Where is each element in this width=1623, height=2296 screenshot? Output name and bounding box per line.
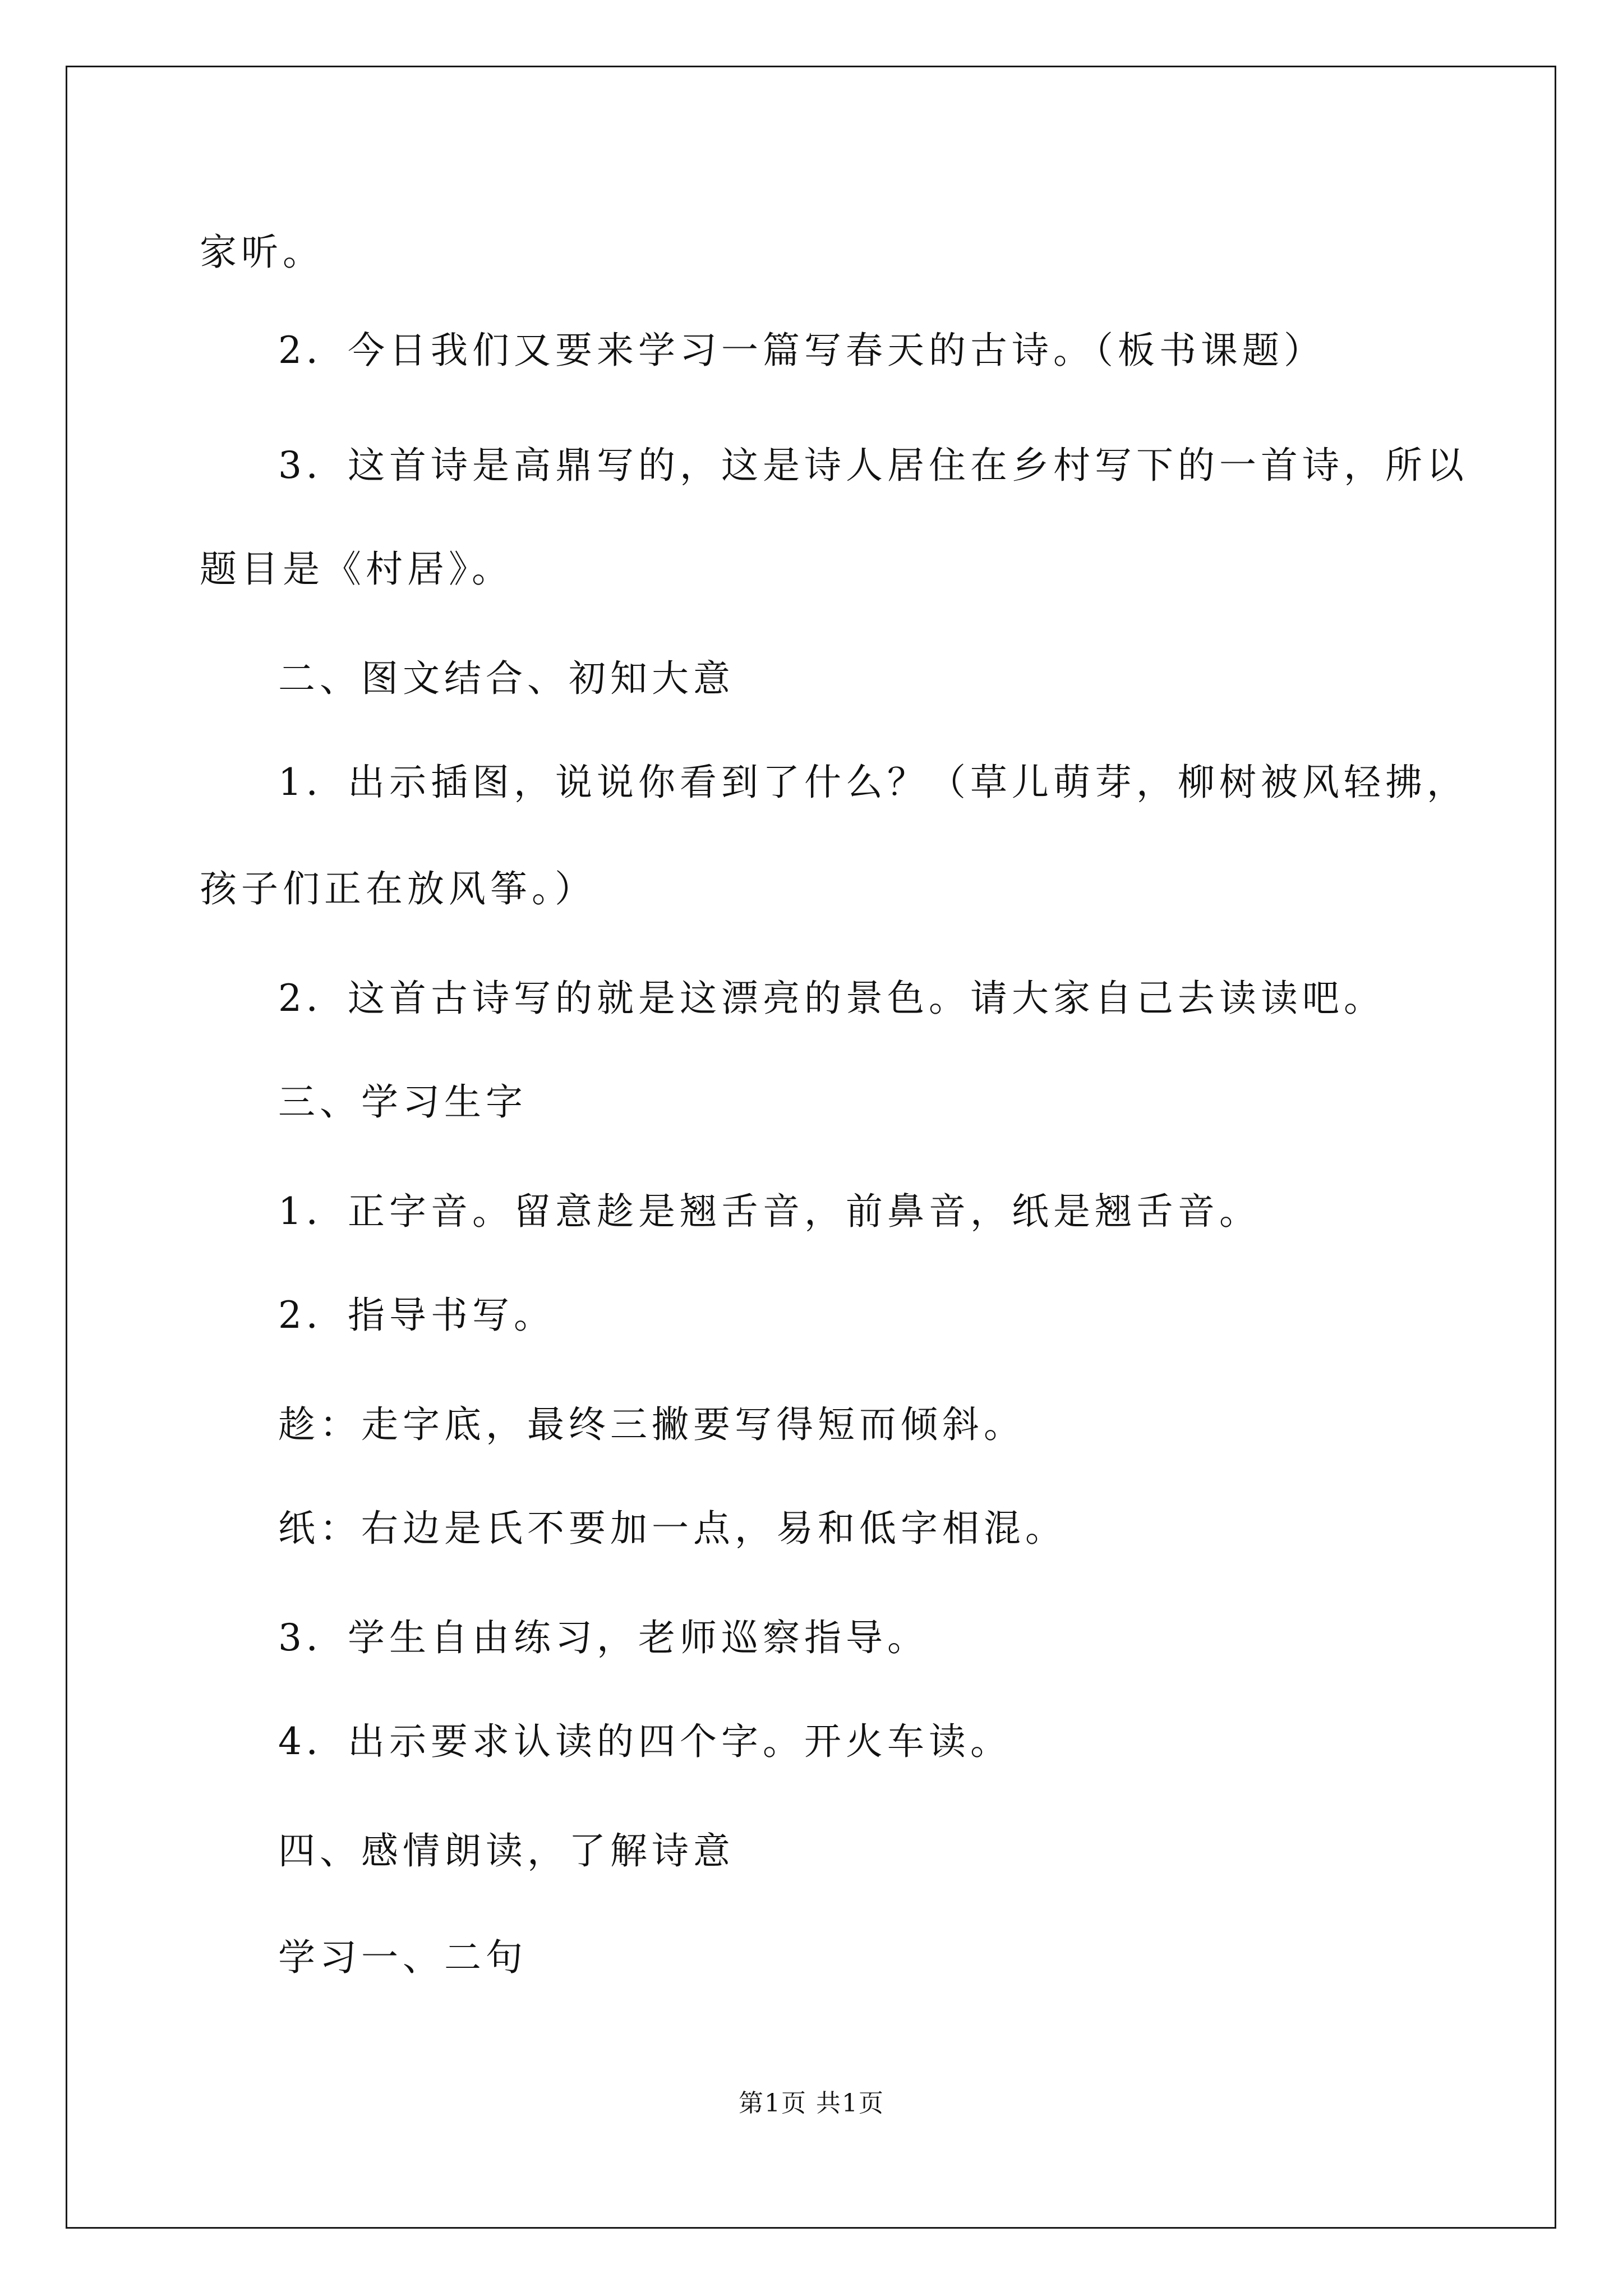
text-line-2: 2．今日我们又要来学习一篇写春天的古诗。（板书课题） [278,329,1325,372]
text-line-12: 趁：走字底，最终三撇要写得短而倾斜。 [278,1403,1025,1446]
page-border [66,66,1556,2229]
section-heading-3: 三、学习生字 [278,1080,527,1124]
text-line-13: 纸：右边是氏不要加一点，易和低字相混。 [278,1507,1067,1550]
page-number-footer: 第1页 共1页 [739,2089,884,2118]
text-line-11: 2．指导书写。 [278,1294,555,1337]
text-line-4: 题目是《村居》。 [200,547,513,591]
text-line-10: 1．正字音。留意趁是翘舌音，前鼻音，纸是翘舌音。 [278,1190,1261,1233]
section-heading-2: 二、图文结合、初知大意 [278,657,735,700]
text-line-1: 家听。 [200,231,324,274]
section-heading-4: 四、感情朗读，了解诗意 [278,1829,735,1872]
text-line-15: 4．出示要求认读的四个字。开火车读。 [278,1720,1012,1763]
text-line-8: 2．这首古诗写的就是这漂亮的景色。请大家自己去读读吧。 [278,977,1385,1020]
text-line-17: 学习一、二句 [278,1936,527,1979]
text-line-3: 3．这首诗是高鼎写的，这是诗人居住在乡村写下的一首诗，所以 [278,444,1468,487]
text-line-7: 孩子们正在放风筝。） [200,867,596,910]
text-line-6: 1．出示插图，说说你看到了什么？（草儿萌芽，柳树被风轻拂， [278,761,1468,804]
text-line-14: 3．学生自由练习，老师巡察指导。 [278,1616,929,1659]
